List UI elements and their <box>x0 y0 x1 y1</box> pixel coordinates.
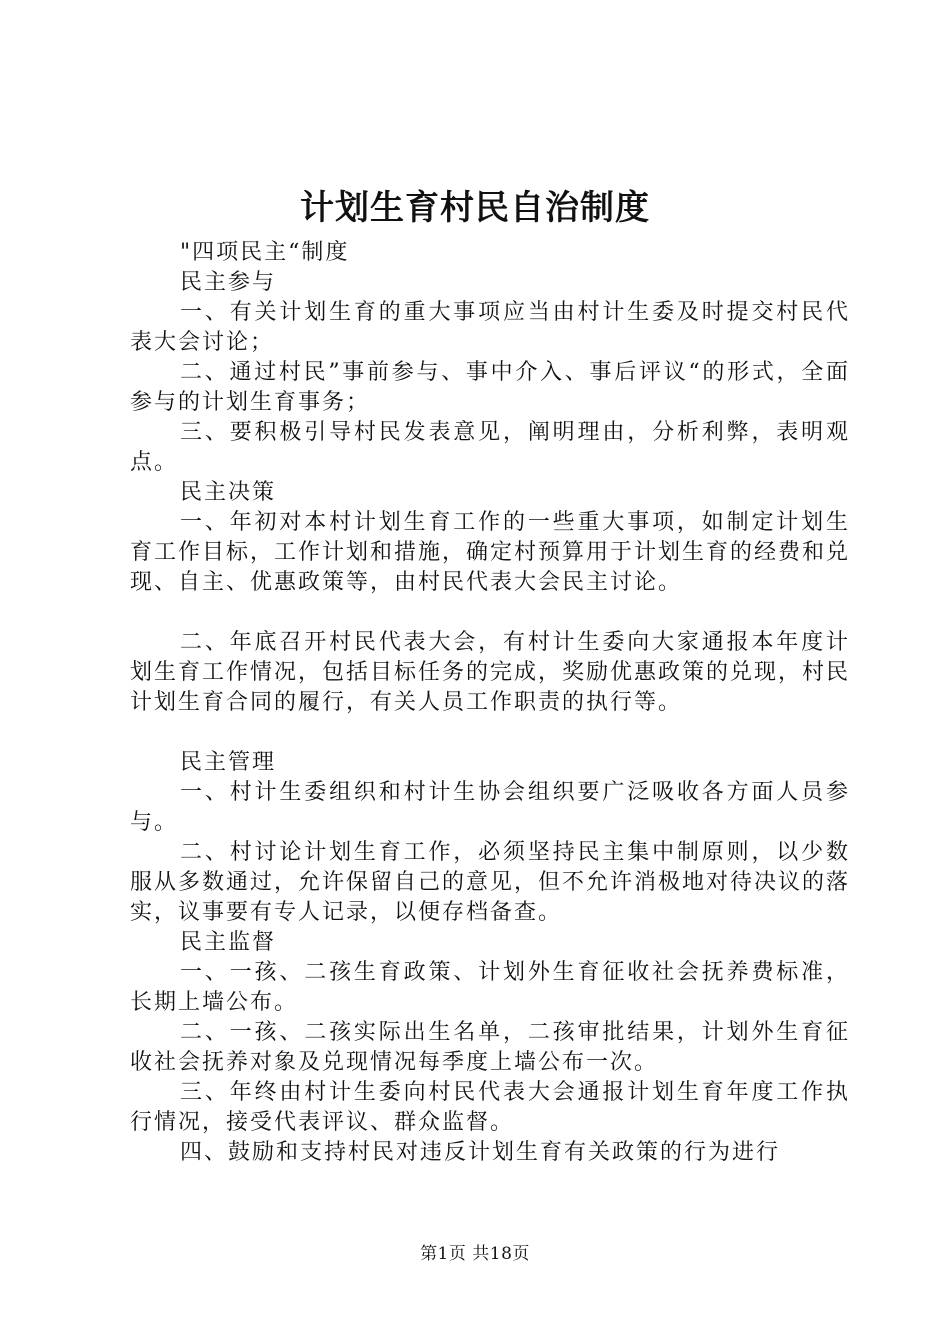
paragraph-supervision-3: 三、年终由村计生委向村民代表大会通报计划生育年度工作执行情况，接受代表评议、群众监督。 <box>130 1080 850 1135</box>
paragraph-participation-1: 一、有关计划生育的重大事项应当由村计生委及时提交村民代表大会讨论； <box>130 300 850 355</box>
paragraph-participation-3: 三、要积极引导村民发表意见，阐明理由，分析利弊，表明观点。 <box>130 420 850 475</box>
section-heading-participation: 民主参与 <box>180 270 277 295</box>
section-heading-decision: 民主决策 <box>180 480 277 505</box>
paragraph-decision-1: 一、年初对本村计划生育工作的一些重大事项，如制定计划生育工作目标，工作计划和措施，确定村预算用于计划生育的经费和兑现、自主、优惠政策等，由村民代表大会民主讨论。 <box>130 510 851 595</box>
page-number-footer: 第1页 共18页 <box>420 1244 530 1264</box>
paragraph-supervision-1: 一、一孩、二孩生育政策、计划外生育征收社会抚养费标准，长期上墙公布。 <box>130 960 850 1015</box>
heading-four-democracy: "四项民主“制度 <box>180 240 350 265</box>
section-heading-supervision: 民主监督 <box>180 930 277 955</box>
paragraph-participation-2: 二、通过村民”事前参与、事中介入、事后评议“的形式，全面参与的计划生育事务； <box>130 360 850 415</box>
paragraph-management-1: 一、村计生委组织和村计生协会组织要广泛吸收各方面人员参与。 <box>130 780 850 835</box>
paragraph-decision-2: 二、年底召开村民代表大会，有村计生委向大家通报本年度计划生育工作情况，包括目标任务的完成，奖励优惠政策的兑现，村民计划生育合同的履行，有关人员工作职责的执行等。 <box>130 630 851 715</box>
paragraph-management-2: 二、村讨论计划生育工作，必须坚持民主集中制原则，以少数服从多数通过，允许保留自己的意见，但不允许消极地对待决议的落实，议事要有专人记录，以便存档备查。 <box>130 840 851 925</box>
document-title: 计划生育村民自治制度 <box>300 188 650 228</box>
document-body <box>130 238 850 1168</box>
section-heading-management: 民主管理 <box>180 750 277 775</box>
paragraph-supervision-4: 四、鼓励和支持村民对违反计划生育有关政策的行为进行 <box>180 1140 781 1165</box>
paragraph-supervision-2: 二、一孩、二孩实际出生名单，二孩审批结果，计划外生育征收社会抚养对象及兑现情况每季度上墙公布一次。 <box>130 1020 850 1075</box>
